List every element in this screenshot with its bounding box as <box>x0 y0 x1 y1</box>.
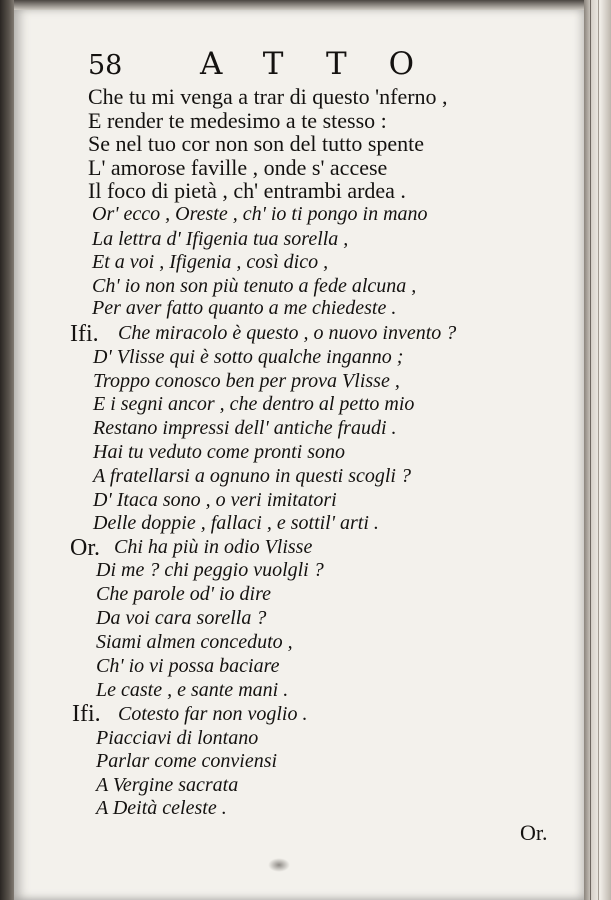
verse-line: La lettra d' Ifigenia tua sorella , <box>92 228 349 250</box>
ink-smudge <box>268 858 290 872</box>
verse-line: Che parole od' io dire <box>96 583 271 605</box>
page-top-edge <box>14 0 584 10</box>
running-head: ATTO <box>200 46 457 82</box>
verse-line: Per aver fatto quanto a me chiedeste . <box>92 297 397 319</box>
verse-line: Se nel tuo cor non son del tutto spente <box>88 131 425 156</box>
verse-line: L' amorose faville , onde s' accese <box>88 155 388 180</box>
speaker-label: Ifi. <box>70 321 99 347</box>
verse-line: Che miracolo è questo , o nuovo invento ? <box>118 322 457 344</box>
page-edge-stack <box>584 0 611 900</box>
verse-line: Da voi cara sorella ? <box>96 607 267 629</box>
verse-line: D' Itaca sono , o veri imitatori <box>93 489 337 511</box>
verse-line: Ch' io non son più tenuto a fede alcuna , <box>92 275 417 297</box>
catchword: Or. <box>520 820 548 845</box>
verse-line: Ch' io vi possa baciare <box>96 655 280 677</box>
speaker-label: Ifi. <box>72 701 101 727</box>
verse-line: Che tu mi venga a trar di questo 'nferno , <box>88 84 448 109</box>
verse-line: Siami almen conceduto , <box>96 631 293 653</box>
verse-line: Cotesto far non voglio . <box>118 703 308 725</box>
verse-line: Il foco di pietà , ch' entrambi ardea . <box>88 178 406 203</box>
verse-line: A Deità celeste . <box>96 797 227 819</box>
speaker-label: Or. <box>70 535 100 561</box>
verse-line: Piacciavi di lontano <box>96 727 259 749</box>
page-number: 58 <box>88 50 123 81</box>
verse-line: Hai tu veduto come pronti sono <box>93 441 346 463</box>
verse-line: Delle doppie , fallaci , e sottil' arti . <box>93 512 379 534</box>
verse-line: Troppo conosco ben per prova Vlisse , <box>93 370 400 392</box>
verse-line: E i segni ancor , che dentro al petto mio <box>93 393 415 415</box>
verse-line: Le caste , e sante mani . <box>96 679 289 701</box>
verse-line: Restano impressi dell' antiche fraudi . <box>93 417 397 439</box>
verse-line: Et a voi , Ifigenia , così dico , <box>92 251 329 273</box>
verse-line: Or' ecco , Oreste , ch' io ti pongo in mano <box>92 203 428 225</box>
verse-line: Parlar come conviensi <box>96 750 278 772</box>
verse-line: A fratellarsi a ognuno in questi scogli ? <box>93 465 411 487</box>
verse-line: Di me ? chi peggio vuolgli ? <box>96 559 324 581</box>
verse-line: Chi ha più in odio Vlisse <box>114 536 313 558</box>
verse-line: E render te medesimo a te stesso : <box>88 108 387 133</box>
verse-line: D' Vlisse qui è sotto qualche inganno ; <box>93 346 404 368</box>
verse-line: A Vergine sacrata <box>96 774 239 796</box>
